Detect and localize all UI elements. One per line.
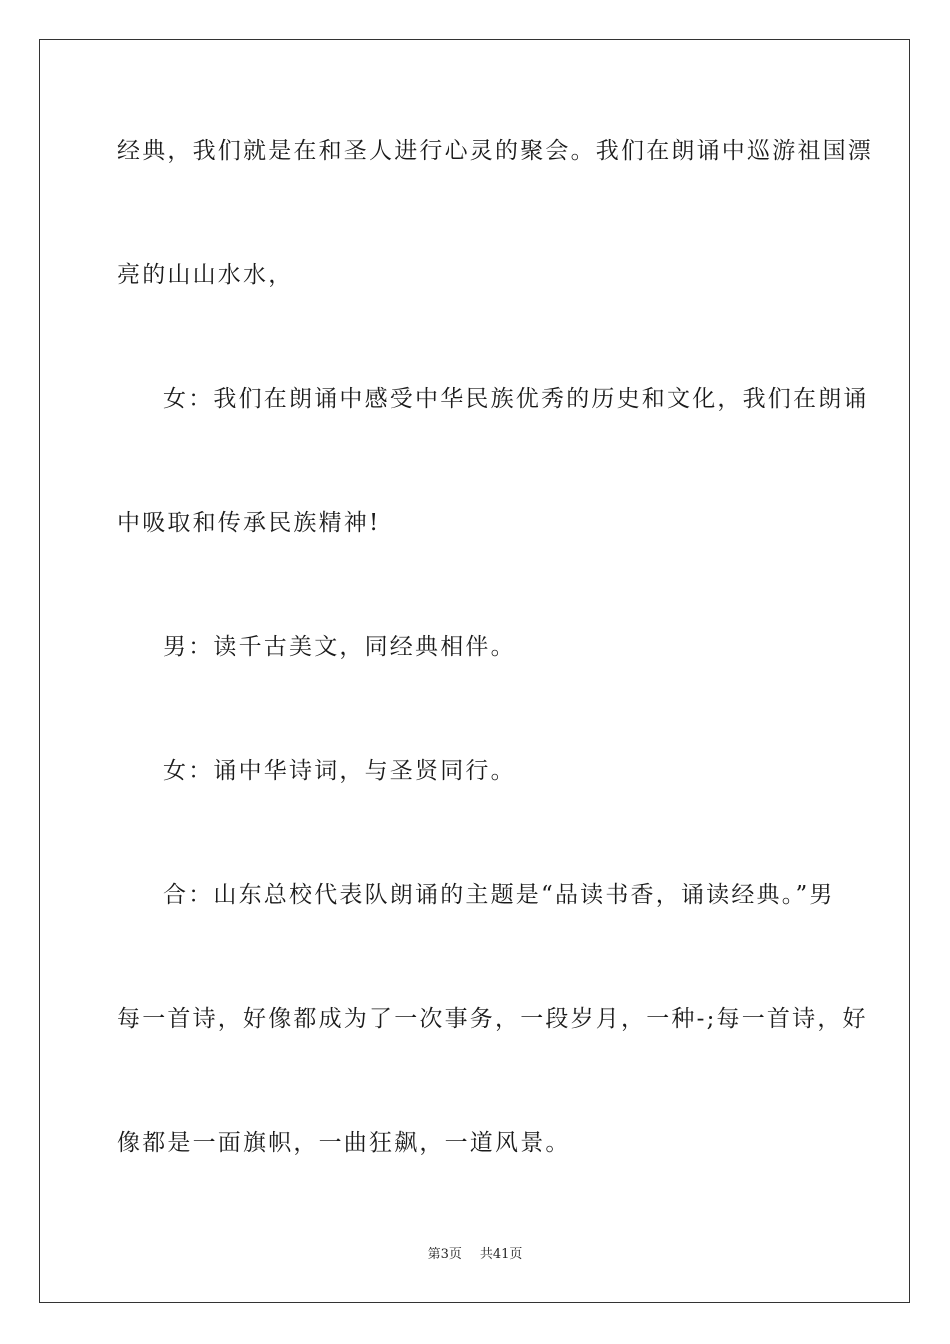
body-line-2: 亮的山山水水， <box>117 262 294 288</box>
body-line-4: 中吸取和传承民族精神! <box>117 510 381 536</box>
page-total: 共41页 <box>479 1247 523 1262</box>
body-line-5: 男：读千古美文，同经典相伴。 <box>163 634 516 660</box>
body-line-1: 经典，我们就是在和圣人进行心灵的聚会。我们在朗诵中巡游祖国漂 <box>117 138 873 164</box>
body-line-7: 合：山东总校代表队朗诵的主题是“品读书香，诵读经典。”男 <box>163 882 835 908</box>
page-number: 第3页 <box>427 1247 462 1262</box>
page-border <box>39 39 910 1303</box>
body-line-6: 女：诵中华诗词，与圣贤同行。 <box>163 758 516 784</box>
body-line-8: 每一首诗，好像都成为了一次事务，一段岁月，一种-;每一首诗，好 <box>117 1006 868 1032</box>
page-footer <box>0 1246 950 1264</box>
body-line-9: 像都是一面旗帜，一曲狂飙，一道风景。 <box>117 1130 571 1156</box>
body-line-3: 女：我们在朗诵中感受中华民族优秀的历史和文化，我们在朗诵 <box>163 386 869 412</box>
